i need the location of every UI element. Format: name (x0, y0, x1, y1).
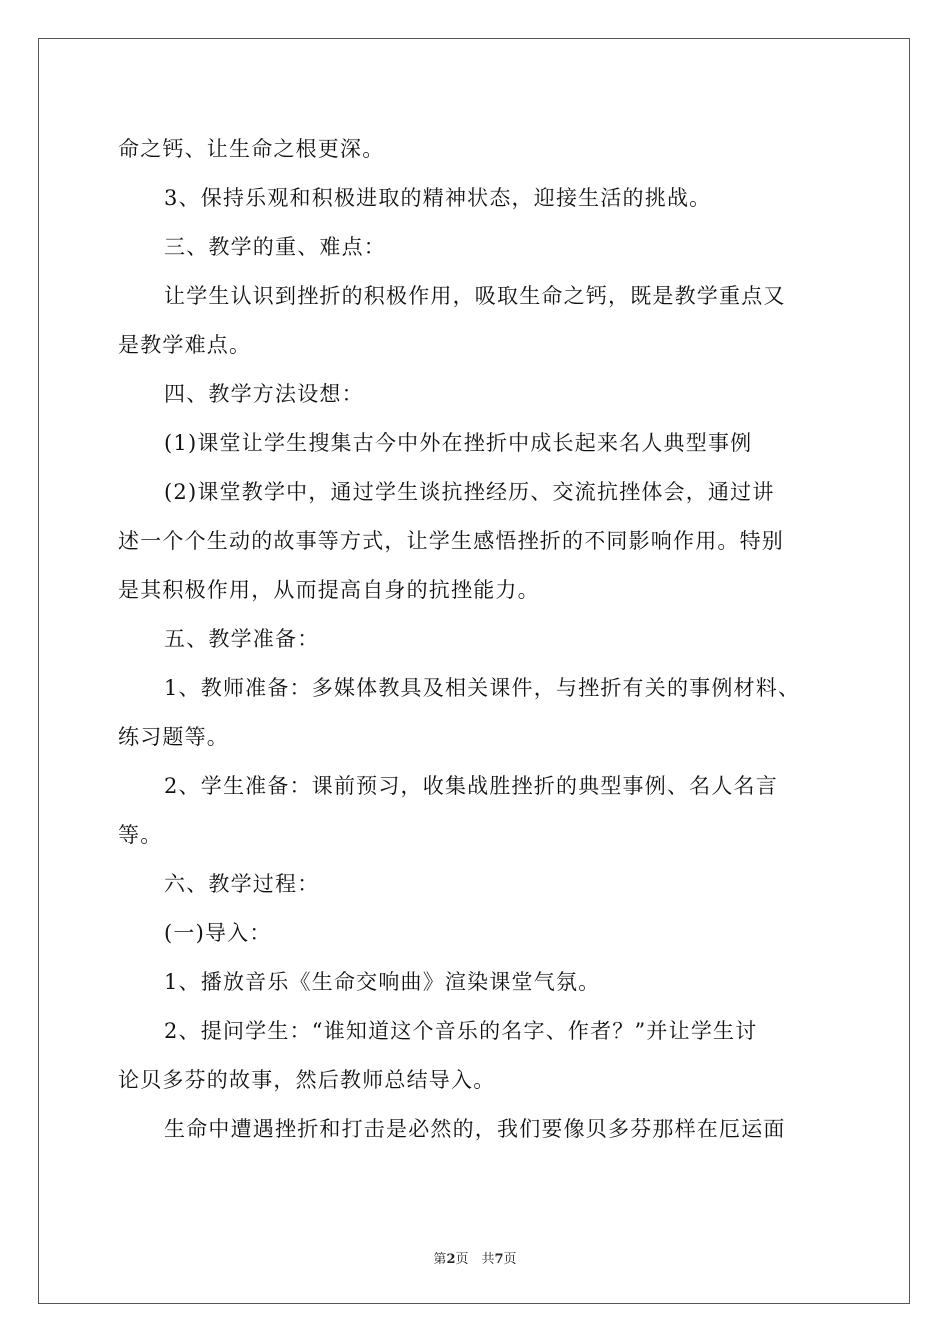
section-heading: 三、教学的重、难点： (164, 235, 386, 259)
page-footer (0, 1248, 950, 1267)
footer-suffix: 页 (503, 1252, 517, 1267)
text-line: (1)课堂让学生搜集古今中外在挫折中成长起来名人典型事例 (164, 431, 753, 455)
section-heading: 六、教学过程： (164, 872, 320, 896)
text-line: (2)课堂教学中，通过学生谈抗挫经历、交流抗挫体会，通过讲 (164, 480, 775, 504)
text-line: 2、学生准备：课前预习，收集战胜挫折的典型事例、名人名言 (164, 774, 778, 798)
text-line: 让学生认识到挫折的积极作用，吸取生命之钙，既是教学重点又 (164, 284, 786, 308)
total-page-count: 7 (494, 1252, 504, 1267)
text-line: 生命中遭遇挫折和打击是必然的，我们要像贝多芬那样在厄运面 (164, 1117, 786, 1141)
section-heading: 五、教学准备： (164, 627, 320, 651)
text-line: 2、提问学生：“谁知道这个音乐的名字、作者？”并让学生讨 (164, 1019, 758, 1043)
text-line: 是其积极作用，从而提高自身的抗挫能力。 (118, 578, 540, 602)
text-line: 练习题等。 (118, 725, 229, 749)
text-line: 命之钙、让生命之根更深。 (118, 137, 385, 161)
current-page-number: 2 (446, 1252, 456, 1267)
text-line: 1、播放音乐《生命交响曲》渲染课堂气氛。 (164, 970, 601, 994)
subsection-heading: (一)导入： (164, 921, 272, 945)
document-body (118, 125, 838, 1154)
footer-mid: 页 共 (455, 1252, 495, 1267)
footer-prefix: 第 (433, 1252, 447, 1267)
text-line: 述一个个生动的故事等方式，让学生感悟挫折的不同影响作用。特别 (118, 529, 784, 553)
text-line: 论贝多芬的故事，然后教师总结导入。 (118, 1068, 496, 1092)
text-line: 等。 (118, 823, 163, 847)
text-line: 3、保持乐观和积极进取的精神状态，迎接生活的挑战。 (164, 186, 712, 210)
text-line: 1、教师准备：多媒体教具及相关课件，与挫折有关的事例材料、 (164, 676, 801, 700)
text-line: 是教学难点。 (118, 333, 252, 357)
section-heading: 四、教学方法设想： (164, 382, 364, 406)
